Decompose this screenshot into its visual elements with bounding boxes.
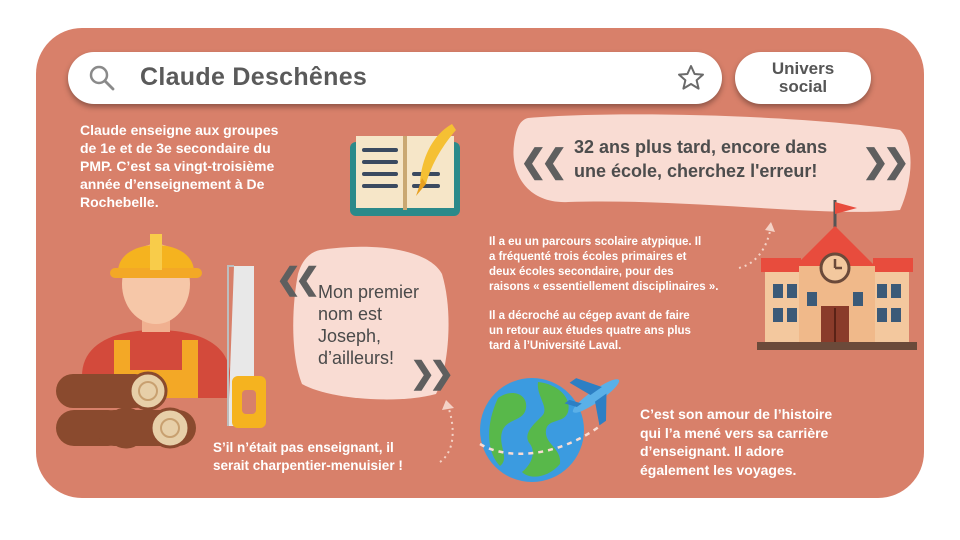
- carpenter-text: S’il n’était pas enseignant, il serait charpentier-menuisier !: [213, 440, 403, 473]
- quote-middle-text: Mon premier nom est Joseph, d’ailleurs!: [318, 282, 420, 368]
- search-query[interactable]: Claude Deschênes: [140, 63, 368, 91]
- search-icon[interactable]: [88, 64, 116, 97]
- carpenter-icon: [56, 218, 286, 450]
- category-button[interactable]: [735, 52, 871, 104]
- category-line-1: Univers: [771, 59, 835, 78]
- school-icon: [755, 196, 919, 350]
- globe-plane-icon: [476, 368, 636, 488]
- book-icon: [348, 122, 464, 222]
- school-text: Il a eu un parcours scolaire atypique. Il a fréquenté trois écoles primaires et deux écoles secondaire, pour des raisons « essentiellement disciplinaires ». Il a décroché au cégep avant de faire un retour aux études quatre ans plus tard à l’Université Laval.: [489, 236, 719, 352]
- quote-mid-open-icon: ❮❮: [276, 263, 315, 296]
- intro-text: Claude enseigne aux groupes de 1e et de 3e secondaire du PMP. C’est sa vingt-troisième année d’enseignement à De Rochebelle.: [80, 122, 279, 210]
- quote-mid-close-icon: ❯❯: [410, 357, 449, 390]
- quote-close-icon: ❯❯: [862, 143, 904, 179]
- star-icon[interactable]: [676, 63, 706, 98]
- dotted-arrow-quote: [434, 396, 464, 466]
- quote-open-icon: ❮❮: [520, 143, 562, 179]
- travel-text: C’est son amour de l’histoire qui l’a mené vers sa carrière d’enseignant. Il adore également les voyages.: [640, 406, 833, 478]
- quote-top-text: 32 ans plus tard, encore dans une école, cherchez l'erreur!: [574, 137, 828, 181]
- search-bar[interactable]: [68, 52, 722, 104]
- category-line-2: social: [778, 77, 828, 96]
